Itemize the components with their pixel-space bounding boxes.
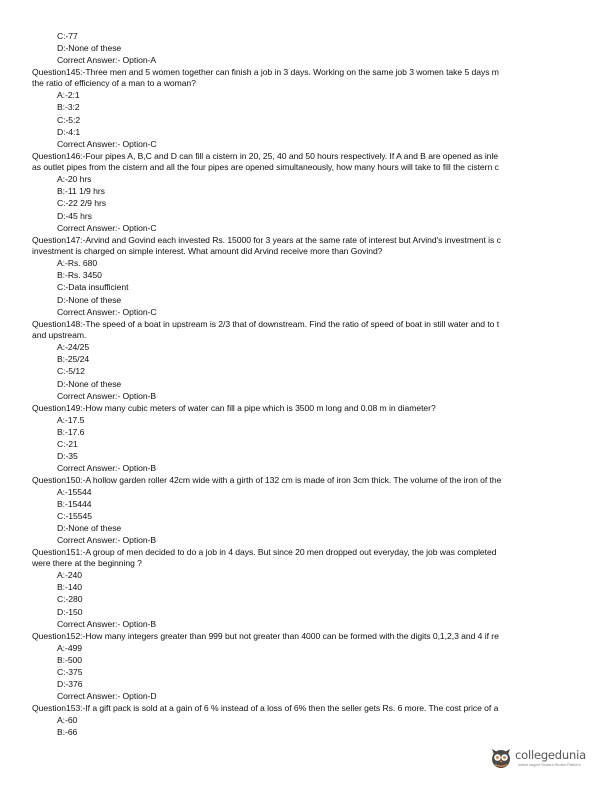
question-line: the ratio of efficiency of a man to a woman? xyxy=(32,78,196,88)
option-line: B:-66 xyxy=(57,727,78,737)
option-line: C:-77 xyxy=(57,31,78,41)
option-line: D:-None of these xyxy=(57,43,122,53)
question-line: Question145:-Three men and 5 women together can finish a job in 3 days. Working on the same job 3 women take 5 days m xyxy=(32,67,499,77)
option-line: C:-5:2 xyxy=(57,115,81,125)
correct-answer-line: Correct Answer:- Option-C xyxy=(57,223,157,233)
option-line: A:-240 xyxy=(57,570,83,580)
option-line: D:-35 xyxy=(57,451,78,461)
option-line: A:-499 xyxy=(57,643,83,653)
option-line: A:-15544 xyxy=(57,487,92,497)
owl-icon xyxy=(490,747,512,769)
correct-answer-line: Correct Answer:- Option-D xyxy=(57,691,157,701)
correct-answer-line: Correct Answer:- Option-B xyxy=(57,535,157,545)
option-line: D:-376 xyxy=(57,679,83,689)
option-line: D:-None of these xyxy=(57,523,122,533)
option-line: A:-17.5 xyxy=(57,415,85,425)
logo-name: collegedunia xyxy=(515,748,586,762)
option-line: C:-22 2/9 hrs xyxy=(57,198,107,208)
correct-answer-line: Correct Answer:- Option-C xyxy=(57,139,157,149)
option-line: C:-280 xyxy=(57,594,83,604)
option-line: B:-140 xyxy=(57,582,83,592)
question-line: and upstream. xyxy=(32,330,87,340)
option-line: A:-24/25 xyxy=(57,342,90,352)
option-line: B:-3:2 xyxy=(57,102,80,112)
option-line: B:-11 1/9 hrs xyxy=(57,186,105,196)
correct-answer-line: Correct Answer:- Option-B xyxy=(57,391,157,401)
option-line: C:-375 xyxy=(57,667,83,677)
question-line: Question149:-How many cubic meters of water can fill a pipe which is 3500 m long and 0.08 m in diameter? xyxy=(32,403,436,413)
option-line: B:-Rs. 3450 xyxy=(57,270,102,280)
question-line: Question147:-Arvind and Govind each invested Rs. 15000 for 3 years at the same rate of interest but Arvind's investment is c xyxy=(32,235,501,245)
option-line: A:-Rs. 680 xyxy=(57,258,98,268)
question-line: as outlet pipes from the cistern and all the four pipes are opened simultaneously, how many hours will take to fill the cistern c xyxy=(32,162,499,172)
question-line: investment is charged on simple interest. What amount did Arvind receive more than Govind? xyxy=(32,246,383,256)
correct-answer-line: Correct Answer:- Option-A xyxy=(57,55,157,65)
option-line: B:-15444 xyxy=(57,499,92,509)
question-line: Question146:-Four pipes A, B,C and D can fill a cistern in 20, 25, 40 and 50 hours respectively. If A and B are opened as inle xyxy=(32,151,499,161)
question-line: Question151:-A group of men decided to do a job in 4 days. But since 20 men dropped out everyday, the job was completed xyxy=(32,547,497,557)
question-line: Question153:-If a gift pack is sold at a gain of 6 % instead of a loss of 6% then the seller gets Rs. 6 more. The cost price of a xyxy=(32,703,499,713)
option-line: C:-Data insufficient xyxy=(57,282,129,292)
option-line: D:-None of these xyxy=(57,379,122,389)
option-line: A:-20 hrs xyxy=(57,174,92,184)
question-line: were there at the beginning ? xyxy=(32,558,142,568)
option-line: C:-5/12 xyxy=(57,366,85,376)
option-line: C:-21 xyxy=(57,439,78,449)
logo-tagline: India's largest Student Review Platform xyxy=(518,763,581,767)
option-line: A:-60 xyxy=(57,715,78,725)
option-line: B:-25/24 xyxy=(57,354,90,364)
option-line: D:-4:1 xyxy=(57,127,81,137)
question-line: Question150:-A hollow garden roller 42cm wide with a girth of 132 cm is made of iron 3cm thick. The volume of the iron of the xyxy=(32,475,502,485)
option-line: B:-500 xyxy=(57,655,83,665)
option-line: D:-150 xyxy=(57,607,83,617)
question-line: Question148:-The speed of a boat in upstream is 2/3 that of downstream. Find the ratio of speed of boat in still water and to t xyxy=(32,319,500,329)
option-line: A:-2:1 xyxy=(57,90,80,100)
correct-answer-line: Correct Answer:- Option-C xyxy=(57,307,157,317)
correct-answer-line: Correct Answer:- Option-B xyxy=(57,619,157,629)
option-line: C:-15545 xyxy=(57,511,92,521)
question-line: Question152:-How many integers greater than 999 but not greater than 4000 can be formed with the digits 0,1,2,3 and 4 if re xyxy=(32,631,499,641)
option-line: D:-45 hrs xyxy=(57,211,92,221)
option-line: B:-17.6 xyxy=(57,427,85,437)
correct-answer-line: Correct Answer:- Option-B xyxy=(57,463,157,473)
collegedunia-logo xyxy=(488,745,598,775)
option-line: D:-None of these xyxy=(57,295,122,305)
